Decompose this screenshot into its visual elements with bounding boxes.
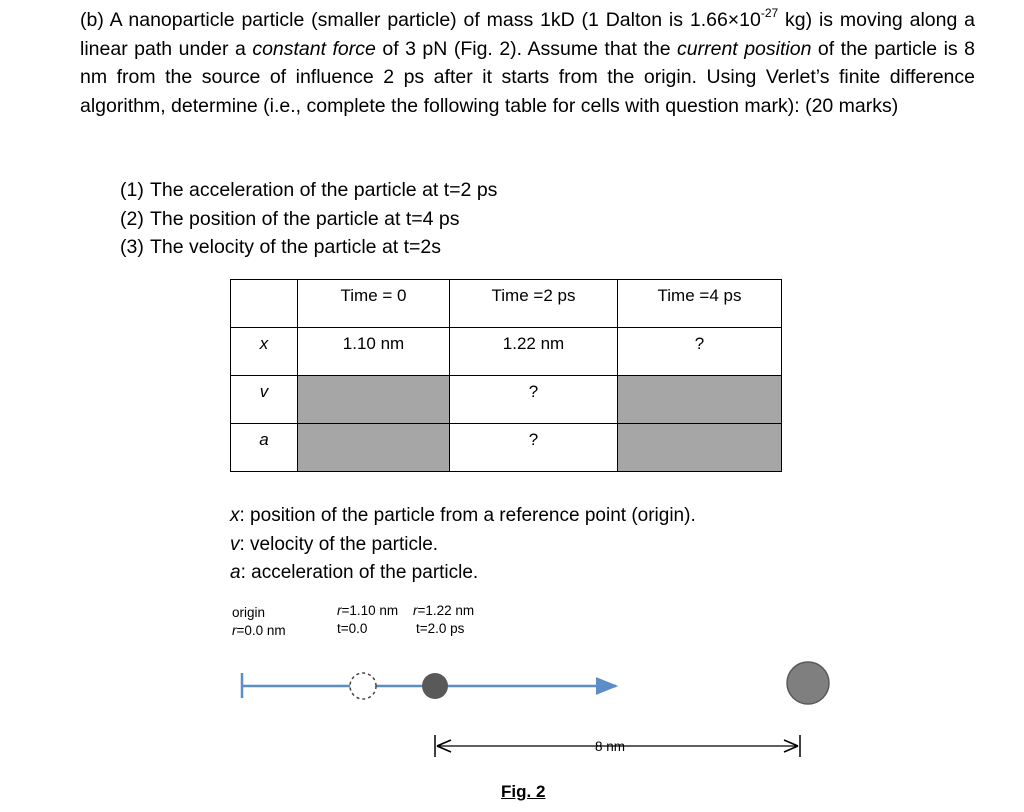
table-header-cell: Time =2 ps (450, 280, 618, 328)
initial-r-symbol: r (337, 603, 342, 618)
table-cell: 1.22 nm (450, 328, 618, 376)
target-particle-icon (787, 662, 829, 704)
current-r-value: =1.22 nm (417, 603, 475, 618)
exponent: -27 (760, 5, 779, 20)
table-cell: ? (450, 424, 618, 472)
initial-particle-icon (350, 673, 376, 699)
question-text-3: of 3 pN (Fig. 2). Assume that the (375, 37, 678, 60)
table-cell: 1.10 nm (298, 328, 450, 376)
subquestion-text: The acceleration of the particle at t=2 ps (150, 179, 498, 201)
figure-caption: Fig. 2 (501, 782, 546, 801)
question-text-2: kg) is moving along a linear path under a (80, 9, 975, 60)
legend-text: : acceleration of the particle. (240, 562, 479, 583)
table-header-cell: Time = 0 (298, 280, 450, 328)
table-cell: ? (450, 376, 618, 424)
origin-title: origin (232, 605, 266, 620)
origin-r-symbol: r (232, 623, 237, 638)
legend-text: : velocity of the particle. (239, 533, 439, 555)
origin-r-value: =0.0 nm (236, 623, 286, 638)
current-time: t=2.0 ps (416, 621, 465, 636)
table-row-label: a (231, 424, 298, 472)
table-row-label: x (231, 328, 298, 376)
current-particle-icon (422, 673, 448, 699)
initial-r-value: =1.10 nm (341, 603, 399, 618)
current-r-symbol: r (413, 603, 418, 618)
legend-text: : position of the particle from a reference point (origin). (239, 505, 696, 526)
subquestion-text: The position of the particle at t=4 ps (150, 207, 460, 230)
table-row-label: v (231, 376, 298, 424)
distance-label: 8 nm (591, 738, 629, 756)
question-label: (b) (80, 9, 104, 31)
initial-time: t=0.0 (337, 621, 368, 636)
table-cell: ? (618, 328, 782, 376)
subquestion-text: The velocity of the particle at t=2s (150, 236, 442, 258)
legend-symbol: a (230, 562, 241, 583)
table-header-cell: Time =4 ps (618, 280, 782, 328)
question-emphasis-position: current position (677, 37, 812, 60)
subquestion-number: (2) (120, 207, 144, 230)
question-emphasis-force: constant force (252, 37, 376, 60)
question-text-1: A nanoparticle particle (smaller particle) of mass 1kD (1 Dalton is 1.66×10 (109, 9, 761, 31)
subquestion-number: (1) (120, 179, 144, 201)
legend-symbol: x (230, 505, 240, 526)
question-text-4: of the particle is 8 nm from the source of influence 2 ps after it starts from the origin. Using Verlet’s finite difference algorithm, determine (i.e., complete the following table for cells with question mark): (20 marks) (80, 37, 976, 117)
subquestion-number: (3) (120, 236, 144, 258)
legend-symbol: v (230, 533, 240, 555)
